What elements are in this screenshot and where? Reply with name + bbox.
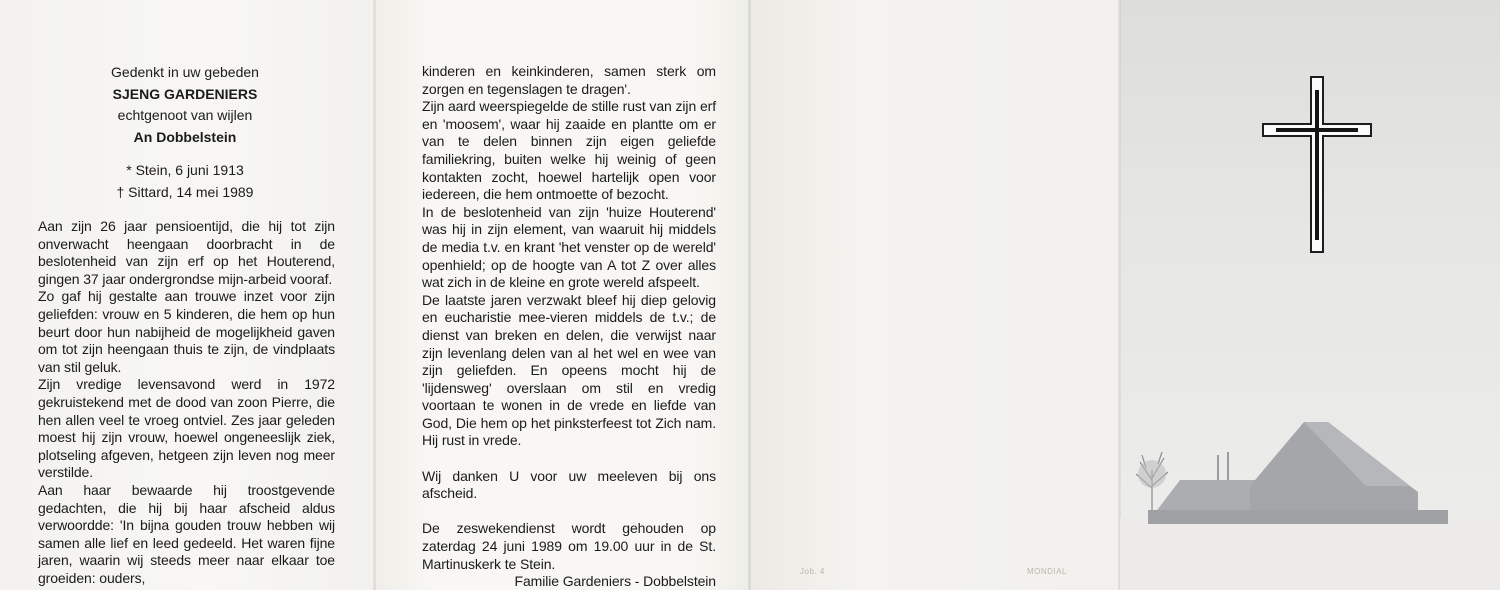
death-line: † Sittard, 14 mei 1989 bbox=[116, 183, 254, 200]
card-header bbox=[60, 62, 310, 203]
birth-line: * Stein, 6 juni 1913 bbox=[126, 162, 244, 178]
fold-line bbox=[373, 0, 376, 590]
text-column-left bbox=[38, 218, 335, 587]
printer-mark: MONDIAL bbox=[1027, 567, 1067, 576]
paragraph: Zijn aard weerspiegelde de stille rust van zijn erf en 'moosem', waar hij zaaide en plantte om er van te delen binnen zijn eigen geliefde familiekring, buiten welke hij weinig of geen kontakten zocht, hoewel hartelijk open voor iedereen, die hem ontmoette of bezocht. bbox=[422, 98, 716, 203]
fold-line bbox=[748, 0, 751, 590]
prayer-line: Gedenkt in uw gebeden bbox=[111, 64, 259, 80]
paragraph: Zo gaf hij gestalte aan trouwe inzet voor zijn geliefden: vrouw en 5 kinderen, die hem op hun beurt door hun nabijheid de mogelijkheid gaven om tot zijn heengaan thuis te zijn, de vindplaats van stil geluk. bbox=[38, 288, 335, 375]
family-signature: Familie Gardeniers - Dobbelstein bbox=[514, 573, 716, 590]
spouse-name: An Dobbelstein bbox=[133, 128, 237, 145]
deceased-name: SJENG GARDENIERS bbox=[112, 85, 258, 102]
service-announcement: De zeswekendienst wordt gehouden op zaterdag 24 juni 1989 om 19.00 uur in de St. Martinuskerk te Stein. bbox=[422, 520, 716, 572]
spouse-relation: echtgenoot van wijlen bbox=[117, 107, 253, 123]
paragraph: Zijn vredige levensavond werd in 1972 gekruistekend met de dood van zoon Pierre, die hen allen veel te vroeg ontviel. Zes jaar geleden moest hij zijn vrouw, hoewel ongeneeslijk ziek, plotseling afgeven, hetgeen zijn leven nog meer verstilde. bbox=[38, 376, 335, 481]
paragraph: kinderen en keinkinderen, samen sterk om zorgen en tegenslagen te dragen'. bbox=[422, 63, 716, 97]
paragraph: Aan zijn 26 jaar pensioentijd, die hij tot zijn onverwacht heengaan doorbracht in de beslotenheid van zijn erf op het Houterend, gingen 37 jaar ondergrondse mijn-arbeid vooraf. bbox=[38, 218, 335, 287]
paragraph: In de beslotenheid van zijn 'huize Houterend' was hij in zijn element, van waaruit hij middels de media t.v. en krant 'het venster op de wereld' openhield; op de hoogte van A tot Z over alles wat zich in de kleine en grote wereld afspeelt. bbox=[422, 203, 716, 291]
text-column-middle bbox=[422, 63, 716, 590]
panel-blank bbox=[750, 0, 1120, 590]
job-mark: Job. 4 bbox=[800, 567, 825, 576]
paragraph: Aan haar bewaarde hij troostgevende gedachten, die hij bij haar afscheid aldus verwoordde: 'In bijna gouden trouw hebben wij samen alle lief en leed gedeeld. Het waren fijne jaren, waarin wij steeds meer naar elkaar toe groeiden: ouders, bbox=[38, 481, 335, 586]
thanks-line: Wij danken U voor uw meeleven bij ons afscheid. bbox=[422, 467, 716, 502]
cross-icon bbox=[1262, 76, 1374, 254]
farmhouse-image bbox=[1120, 400, 1500, 590]
paragraph: De laatste jaren verzwakt bleef hij diep gelovig en eucharistie mee-vieren middels de t.v.; de dienst van breken en delen, die verwijst naar zijn levenlang delen van al het wel en wee van zijn geliefden. En opeens mocht hij de 'lijdensweg' overslaan om stil en vredig voortaan te wonen in de vrede en liefde van God, Die hem op het pinksterfeest tot Zich nam. Hij rust in vrede. bbox=[422, 291, 716, 449]
